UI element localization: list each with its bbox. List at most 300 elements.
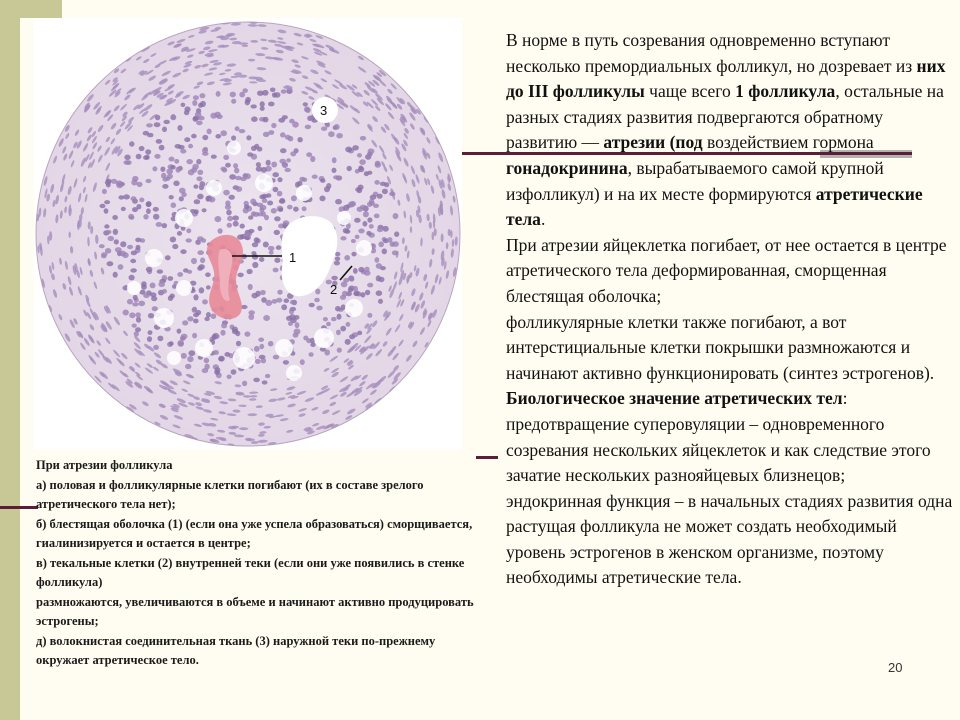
cell-nucleus	[133, 295, 138, 300]
cell-nucleus	[153, 207, 159, 212]
cell-nucleus	[336, 175, 342, 180]
cell-nucleus	[146, 123, 153, 127]
cell-nucleus	[358, 185, 364, 190]
cell-nucleus	[186, 228, 191, 233]
cell-nucleus	[252, 254, 258, 260]
cell-nucleus	[167, 276, 173, 281]
cell-nucleus	[244, 331, 250, 336]
cell-nucleus	[202, 135, 208, 140]
cell-nucleus	[354, 218, 361, 223]
cell-nucleus	[104, 200, 110, 204]
cell-nucleus	[202, 208, 207, 212]
cell-nucleus	[334, 124, 340, 130]
cell-nucleus	[112, 215, 118, 220]
cell-nucleus	[279, 199, 286, 204]
bold-run: Биологическое значение атретических тел	[506, 388, 843, 409]
cell-nucleus	[127, 245, 133, 249]
tissue-vacuole	[233, 347, 255, 369]
cell-nucleus	[215, 216, 222, 222]
cell-nucleus	[193, 116, 199, 121]
cell-nucleus	[200, 182, 206, 188]
cell-nucleus	[105, 180, 111, 185]
cell-nucleus	[352, 145, 359, 150]
cell-nucleus	[136, 154, 142, 160]
cell-nucleus	[232, 215, 239, 220]
cell-nucleus	[150, 283, 156, 289]
cell-nucleus	[262, 380, 268, 384]
cell-nucleus	[181, 103, 186, 107]
cell-nucleus	[273, 187, 279, 192]
tissue-vacuole	[337, 211, 351, 225]
cell-nucleus	[221, 323, 227, 328]
cell-nucleus	[118, 195, 124, 199]
cell-nucleus	[302, 178, 307, 182]
cell-nucleus	[343, 278, 349, 283]
cell-nucleus	[267, 201, 273, 206]
cell-nucleus	[261, 167, 267, 173]
cell-nucleus	[258, 338, 264, 342]
paragraph-atresia-cells: фолликулярные клетки также погибают, а вот интерстициальные клетки покрышки размножаются и начинают активно функционировать (синтез эстрогенов).	[506, 311, 935, 383]
bold-run: гонадокринина	[506, 157, 628, 178]
cell-nucleus	[266, 160, 271, 166]
cell-nucleus	[199, 264, 205, 269]
cell-nucleus	[186, 238, 192, 242]
cell-nucleus	[378, 241, 384, 247]
tissue-vacuole	[176, 280, 192, 296]
cell-nucleus	[197, 250, 204, 255]
cell-nucleus	[100, 204, 106, 208]
cell-nucleus	[264, 215, 269, 221]
cell-nucleus	[265, 374, 270, 378]
cell-nucleus	[132, 324, 137, 328]
cell-nucleus	[305, 125, 311, 130]
caption-item-a: а) половая и фолликулярные клетки погибают (их в составе зрелого атретического тела нет);	[36, 477, 424, 511]
cell-nucleus	[128, 214, 134, 220]
cell-nucleus	[200, 257, 205, 263]
cell-nucleus	[268, 130, 274, 135]
cell-nucleus	[156, 139, 163, 144]
cell-nucleus	[227, 216, 233, 221]
cell-nucleus	[305, 107, 310, 113]
cell-nucleus	[272, 299, 278, 304]
cell-nucleus	[145, 149, 151, 154]
cell-nucleus	[218, 356, 225, 362]
bold-run: 1 фолликула	[735, 81, 836, 102]
cell-nucleus	[178, 145, 185, 150]
cell-nucleus	[382, 248, 387, 254]
cell-nucleus	[242, 381, 247, 387]
cell-nucleus	[251, 104, 257, 108]
cell-nucleus	[290, 300, 296, 305]
text-run: : предотвращение суперовуляции – одновременного созревания нескольких яйцеклеток и как следствие этого зачатие нескольких разнояйцевых близнецов;	[506, 388, 931, 486]
cell-nucleus	[185, 364, 191, 369]
cell-nucleus	[193, 184, 198, 188]
cell-nucleus	[146, 179, 152, 183]
cell-nucleus	[345, 339, 351, 345]
cell-nucleus	[366, 231, 371, 236]
cell-nucleus	[180, 149, 186, 154]
cell-nucleus	[255, 291, 260, 297]
cell-nucleus	[295, 322, 300, 328]
cell-nucleus	[273, 268, 279, 273]
cell-nucleus	[350, 201, 356, 207]
cell-nucleus	[394, 231, 399, 237]
cell-nucleus	[247, 152, 253, 156]
text-run: чаще всего	[644, 81, 736, 102]
paragraph-endocrine-function: эндокринная функция – в начальных стадиях развития одна растущая фолликула не может создать необходимый уровень эстрогенов в женском организме, поэтому необходимы атретические тела.	[506, 490, 953, 588]
cell-nucleus	[192, 307, 197, 312]
cell-nucleus	[302, 206, 307, 211]
cell-nucleus	[284, 298, 290, 303]
cell-nucleus	[206, 312, 211, 318]
cell-nucleus	[220, 330, 225, 336]
cell-nucleus	[263, 315, 270, 321]
cell-nucleus	[324, 186, 330, 192]
cell-nucleus	[127, 299, 133, 305]
cell-nucleus	[376, 263, 382, 269]
cell-nucleus	[289, 314, 296, 319]
cell-nucleus	[68, 231, 70, 237]
cell-nucleus	[376, 275, 381, 281]
cell-nucleus	[375, 161, 381, 167]
cell-nucleus	[188, 144, 193, 149]
cell-nucleus	[341, 304, 346, 310]
cell-nucleus	[170, 115, 176, 121]
cell-nucleus	[369, 201, 375, 206]
cell-nucleus	[256, 162, 261, 167]
cell-nucleus	[104, 224, 109, 228]
cell-nucleus	[288, 321, 293, 326]
cell-nucleus	[359, 159, 366, 165]
caption-heading: При атрезии фолликула	[36, 458, 173, 472]
cell-nucleus	[139, 198, 144, 203]
cell-nucleus	[306, 152, 312, 157]
cell-nucleus	[360, 136, 366, 141]
caption-item-c: в) текальные клетки (2) внутренней теки (если они уже появились в стенке фолликула)	[36, 555, 465, 589]
cell-nucleus	[244, 173, 251, 179]
caption-item-d: д) волокнистая соединительная ткань (3) наружной теки по-прежнему окружает атретическое тело.	[36, 633, 436, 667]
cell-nucleus	[223, 155, 229, 160]
cell-nucleus	[131, 196, 137, 201]
cell-nucleus	[107, 261, 114, 266]
cell-nucleus	[246, 135, 251, 140]
cell-nucleus	[332, 157, 337, 163]
cell-nucleus	[152, 306, 158, 311]
cell-nucleus	[211, 155, 217, 159]
tissue-vacuole	[175, 209, 193, 227]
cell-nucleus	[162, 127, 167, 133]
cell-nucleus	[216, 91, 221, 97]
cell-nucleus	[300, 359, 305, 365]
cell-nucleus	[319, 196, 325, 202]
cell-nucleus	[187, 316, 193, 321]
cell-nucleus	[143, 131, 150, 136]
cell-nucleus	[328, 131, 335, 137]
cell-nucleus	[283, 220, 290, 226]
cell-nucleus	[376, 290, 383, 296]
cell-nucleus	[367, 171, 372, 175]
cell-nucleus	[102, 189, 107, 194]
cell-nucleus	[153, 345, 159, 350]
cell-nucleus	[309, 352, 314, 357]
cell-nucleus	[349, 277, 354, 282]
cell-nucleus	[248, 284, 253, 290]
cell-nucleus	[187, 356, 193, 362]
cell-nucleus	[382, 189, 388, 195]
cell-nucleus	[272, 92, 277, 97]
figure-label-3: 3	[320, 103, 328, 118]
cell-nucleus	[274, 230, 280, 235]
cell-nucleus	[283, 360, 289, 365]
cell-nucleus	[390, 242, 395, 247]
cell-nucleus	[187, 270, 192, 274]
cell-nucleus	[259, 355, 266, 359]
cell-nucleus	[325, 122, 330, 127]
tissue-vacuole	[195, 339, 213, 357]
cell-nucleus	[229, 174, 236, 180]
cell-nucleus	[320, 179, 325, 183]
cell-nucleus	[367, 217, 372, 222]
cell-nucleus	[197, 170, 203, 175]
cell-nucleus	[336, 133, 343, 138]
left-accent-bar	[0, 0, 20, 720]
cell-nucleus	[162, 223, 168, 228]
cell-nucleus	[290, 151, 296, 156]
cell-nucleus	[148, 330, 153, 335]
cell-nucleus	[315, 289, 320, 295]
cell-nucleus	[392, 250, 398, 255]
cell-nucleus	[176, 167, 181, 173]
cell-nucleus	[177, 231, 182, 236]
cell-nucleus	[106, 230, 112, 234]
bold-run: атрезии (под	[603, 132, 703, 153]
tissue-vacuole	[167, 351, 181, 365]
bold-run: них до III фолликулы	[506, 55, 946, 102]
cell-nucleus	[131, 179, 137, 185]
cell-nucleus	[136, 245, 141, 250]
cell-nucleus	[293, 207, 299, 212]
cell-nucleus	[139, 146, 145, 151]
cell-nucleus	[253, 378, 260, 383]
cell-nucleus	[122, 252, 128, 258]
cell-nucleus	[369, 224, 374, 229]
tissue-vacuole	[275, 339, 293, 357]
cell-nucleus	[196, 176, 202, 181]
cell-nucleus	[154, 122, 161, 127]
cell-nucleus	[135, 327, 141, 332]
cell-nucleus	[340, 236, 346, 240]
cell-nucleus	[314, 298, 320, 303]
cell-nucleus	[196, 159, 201, 165]
cell-nucleus	[132, 207, 138, 212]
cell-nucleus	[204, 358, 210, 363]
cell-nucleus	[254, 346, 260, 352]
cell-nucleus	[380, 182, 386, 186]
cell-nucleus	[230, 92, 236, 98]
cell-nucleus	[289, 308, 294, 314]
cell-nucleus	[148, 313, 154, 318]
cell-nucleus	[125, 160, 132, 165]
cell-nucleus	[170, 294, 175, 299]
cell-nucleus	[193, 294, 198, 300]
cell-nucleus	[214, 370, 220, 375]
atretic-body-micrograph	[34, 18, 462, 450]
cell-nucleus	[263, 117, 269, 123]
cell-nucleus	[130, 259, 136, 263]
cell-nucleus	[347, 166, 352, 171]
cell-nucleus	[324, 349, 330, 355]
cell-nucleus	[153, 214, 159, 220]
cell-nucleus	[220, 167, 226, 171]
cell-nucleus	[209, 197, 216, 203]
cell-nucleus	[367, 283, 373, 288]
cell-nucleus	[287, 205, 293, 210]
cell-nucleus	[193, 319, 199, 324]
cell-nucleus	[353, 286, 358, 292]
cell-nucleus	[245, 97, 251, 103]
cell-nucleus	[116, 180, 123, 186]
cell-nucleus	[377, 194, 383, 199]
cell-nucleus	[232, 329, 239, 334]
cell-nucleus	[235, 126, 240, 131]
cell-nucleus	[146, 202, 152, 208]
cell-nucleus	[218, 228, 223, 234]
bold-run: атретические тела	[506, 183, 923, 230]
cell-nucleus	[269, 250, 274, 254]
cell-nucleus	[336, 330, 341, 336]
cell-nucleus	[357, 331, 362, 336]
cell-nucleus	[199, 287, 205, 293]
cell-nucleus	[143, 214, 148, 220]
cell-nucleus	[196, 121, 203, 126]
cell-nucleus	[184, 137, 190, 142]
divider-line-left	[0, 506, 38, 509]
cell-nucleus	[282, 163, 288, 168]
cell-nucleus	[192, 333, 197, 339]
cell-nucleus	[130, 268, 137, 272]
cell-nucleus	[351, 252, 356, 257]
cell-nucleus	[308, 116, 313, 120]
cell-nucleus	[309, 303, 315, 308]
cell-nucleus	[250, 199, 256, 205]
cell-nucleus	[239, 92, 245, 98]
cell-nucleus	[136, 312, 141, 317]
cell-nucleus	[375, 257, 380, 263]
cell-nucleus	[173, 181, 179, 187]
main-text	[506, 28, 954, 591]
cell-nucleus	[389, 192, 396, 196]
cell-nucleus	[194, 209, 199, 214]
cell-nucleus	[229, 195, 235, 200]
cell-nucleus	[120, 241, 126, 247]
cell-nucleus	[181, 353, 187, 359]
cell-nucleus	[280, 132, 286, 137]
cell-nucleus	[247, 269, 253, 274]
cell-nucleus	[129, 275, 135, 281]
paragraph-norm	[506, 28, 954, 233]
cell-nucleus	[137, 182, 143, 187]
cell-nucleus	[181, 192, 186, 197]
cell-nucleus	[257, 91, 264, 96]
cell-nucleus	[268, 246, 275, 251]
text-run: воздействием гормона	[702, 132, 874, 153]
cell-nucleus	[104, 208, 109, 214]
cell-nucleus	[316, 306, 322, 311]
cell-nucleus	[337, 348, 342, 353]
cell-nucleus	[220, 130, 227, 136]
cell-nucleus	[365, 290, 370, 295]
cell-nucleus	[169, 195, 174, 199]
top-accent-bar	[20, 0, 62, 18]
cell-nucleus	[239, 129, 246, 133]
cell-nucleus	[367, 313, 372, 318]
cell-nucleus	[141, 281, 147, 287]
cell-nucleus	[188, 350, 195, 356]
cell-nucleus	[159, 145, 165, 151]
cell-nucleus	[251, 146, 257, 151]
cell-nucleus	[162, 289, 167, 294]
cell-nucleus	[231, 369, 237, 375]
cell-nucleus	[370, 195, 377, 200]
cell-nucleus	[248, 314, 254, 320]
cell-nucleus	[99, 244, 105, 248]
cell-nucleus	[260, 290, 266, 295]
cell-nucleus	[207, 129, 212, 135]
cell-nucleus	[231, 99, 236, 104]
cell-nucleus	[332, 168, 337, 173]
cell-nucleus	[294, 329, 301, 335]
cell-nucleus	[335, 306, 341, 312]
cell-nucleus	[297, 137, 302, 142]
cell-nucleus	[271, 208, 277, 214]
tissue-vacuole	[296, 185, 312, 201]
tissue-vacuole	[206, 180, 222, 196]
cell-nucleus	[118, 264, 124, 270]
cell-nucleus	[282, 115, 288, 119]
cell-nucleus	[224, 352, 230, 357]
cell-nucleus	[155, 115, 160, 121]
cell-nucleus	[263, 242, 269, 248]
cell-nucleus	[199, 93, 205, 98]
cell-nucleus	[351, 239, 356, 243]
cell-nucleus	[334, 261, 340, 266]
cell-nucleus	[353, 268, 358, 274]
cell-nucleus	[312, 175, 318, 179]
cell-nucleus	[202, 148, 208, 153]
cell-nucleus	[227, 223, 232, 228]
cell-nucleus	[150, 292, 157, 297]
paragraph-biological-significance	[506, 386, 954, 488]
cell-nucleus	[335, 252, 340, 256]
cell-nucleus	[251, 116, 258, 122]
cell-nucleus	[259, 344, 264, 349]
cell-nucleus	[223, 190, 230, 196]
cell-nucleus	[358, 167, 364, 173]
cell-nucleus	[182, 320, 188, 325]
cell-nucleus	[146, 208, 151, 214]
cell-nucleus	[226, 210, 232, 216]
cell-nucleus	[180, 249, 186, 254]
cell-nucleus	[197, 194, 204, 200]
cell-nucleus	[360, 292, 365, 297]
cell-nucleus	[179, 196, 184, 201]
cell-nucleus	[165, 255, 171, 260]
tissue-vacuole	[145, 249, 163, 267]
cell-nucleus	[154, 154, 160, 159]
cell-nucleus	[357, 153, 362, 157]
cell-nucleus	[131, 251, 137, 256]
cell-nucleus	[174, 159, 179, 164]
